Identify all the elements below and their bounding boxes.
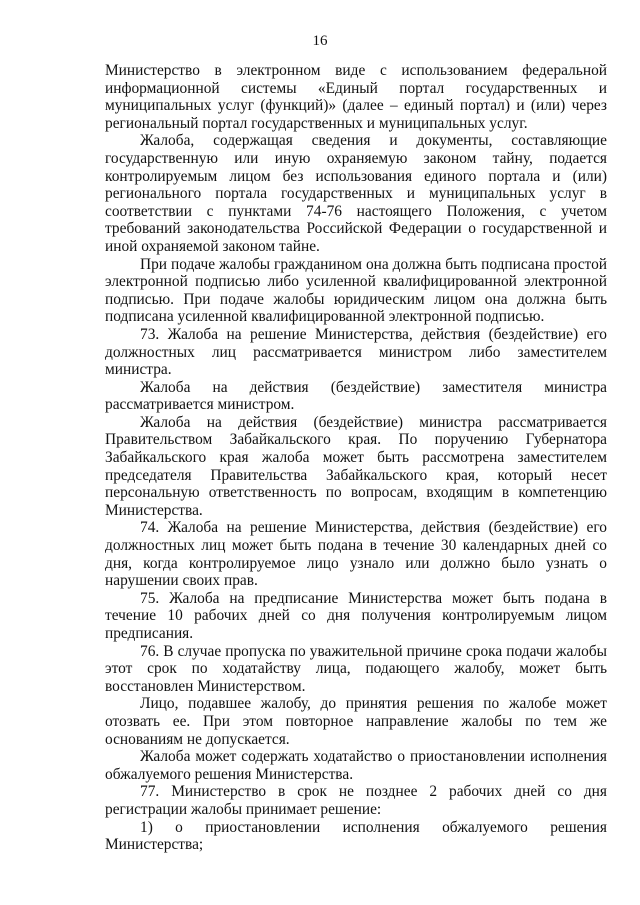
paragraph: 75. Жалоба на предписание Министерства может быть подана в течение 10 рабочих дней со дня получения контролируемым лицом предписания. (105, 589, 607, 642)
page-number: 16 (312, 33, 328, 49)
paragraph: Лицо, подавшее жалобу, до принятия решения по жалобе может отозвать ее. При этом повторное направление жалобы по тем же основаниям не допускается. (105, 695, 607, 748)
paragraph: 76. В случае пропуска по уважительной причине срока подачи жалобы этот срок по ходатайству лица, подающего жалобу, может быть восстановлен Министерством. (105, 642, 607, 695)
paragraph: Министерство в электронном виде с использованием федеральной информационной системы «Единый портал государственных и муниципальных услуг (функций)» (далее – единый портал) и (или) через региональный портал государственных и муниципальных услуг. (105, 62, 607, 132)
paragraph: 1) о приостановлении исполнения обжалуемого решения Министерства; (105, 818, 607, 854)
paragraph: Жалоба может содержать ходатайство о приостановлении исполнения обжалуемого решения Министерства. (105, 748, 607, 783)
paragraph: Жалоба на действия (бездействие) министра рассматривается Правительством Забайкальского края. По поручению Губернатора Забайкальского края жалоба может быть рассмотрена заместителем председателя Правительства Забайкальского края, который несет персональную ответственность по вопросам, входящим в компетенцию Министерства. (105, 413, 607, 519)
paragraph: 74. Жалоба на решение Министерства, действия (бездействие) его должностных лиц может быть подана в течение 30 календарных дней со дня, когда контролируемое лицо узнало или должно было узнать о нарушении своих прав. (105, 519, 607, 590)
paragraph: При подаче жалобы гражданином она должна быть подписана простой электронной подписью либо усиленной квалифицированной электронной подписью. При подаче жалобы юридическим лицом она должна быть подписана усиленной квалифицированной электронной подписью. (105, 255, 607, 326)
paragraph: 77. Министерство в срок не позднее 2 рабочих дней со дня регистрации жалобы принимает решение: (105, 783, 607, 818)
paragraph: Жалоба на действия (бездействие) заместителя министра рассматривается министром. (105, 378, 607, 414)
paragraph: 73. Жалоба на решение Министерства, действия (бездействие) его должностных лиц рассматривается министром либо заместителем министра. (105, 325, 607, 379)
document-body (105, 62, 607, 854)
paragraph: Жалоба, содержащая сведения и документы, составляющие государственную или иную охраняемую законом тайну, подается контролируемым лицом без использования единого портала и (или) регионального портала государственных и муниципальных услуг в соответствии с пунктами 74-76 настоящего Положения, с учетом требований законодательства Российской Федерации о государственной и иной охраняемой законом тайне. (105, 132, 607, 255)
